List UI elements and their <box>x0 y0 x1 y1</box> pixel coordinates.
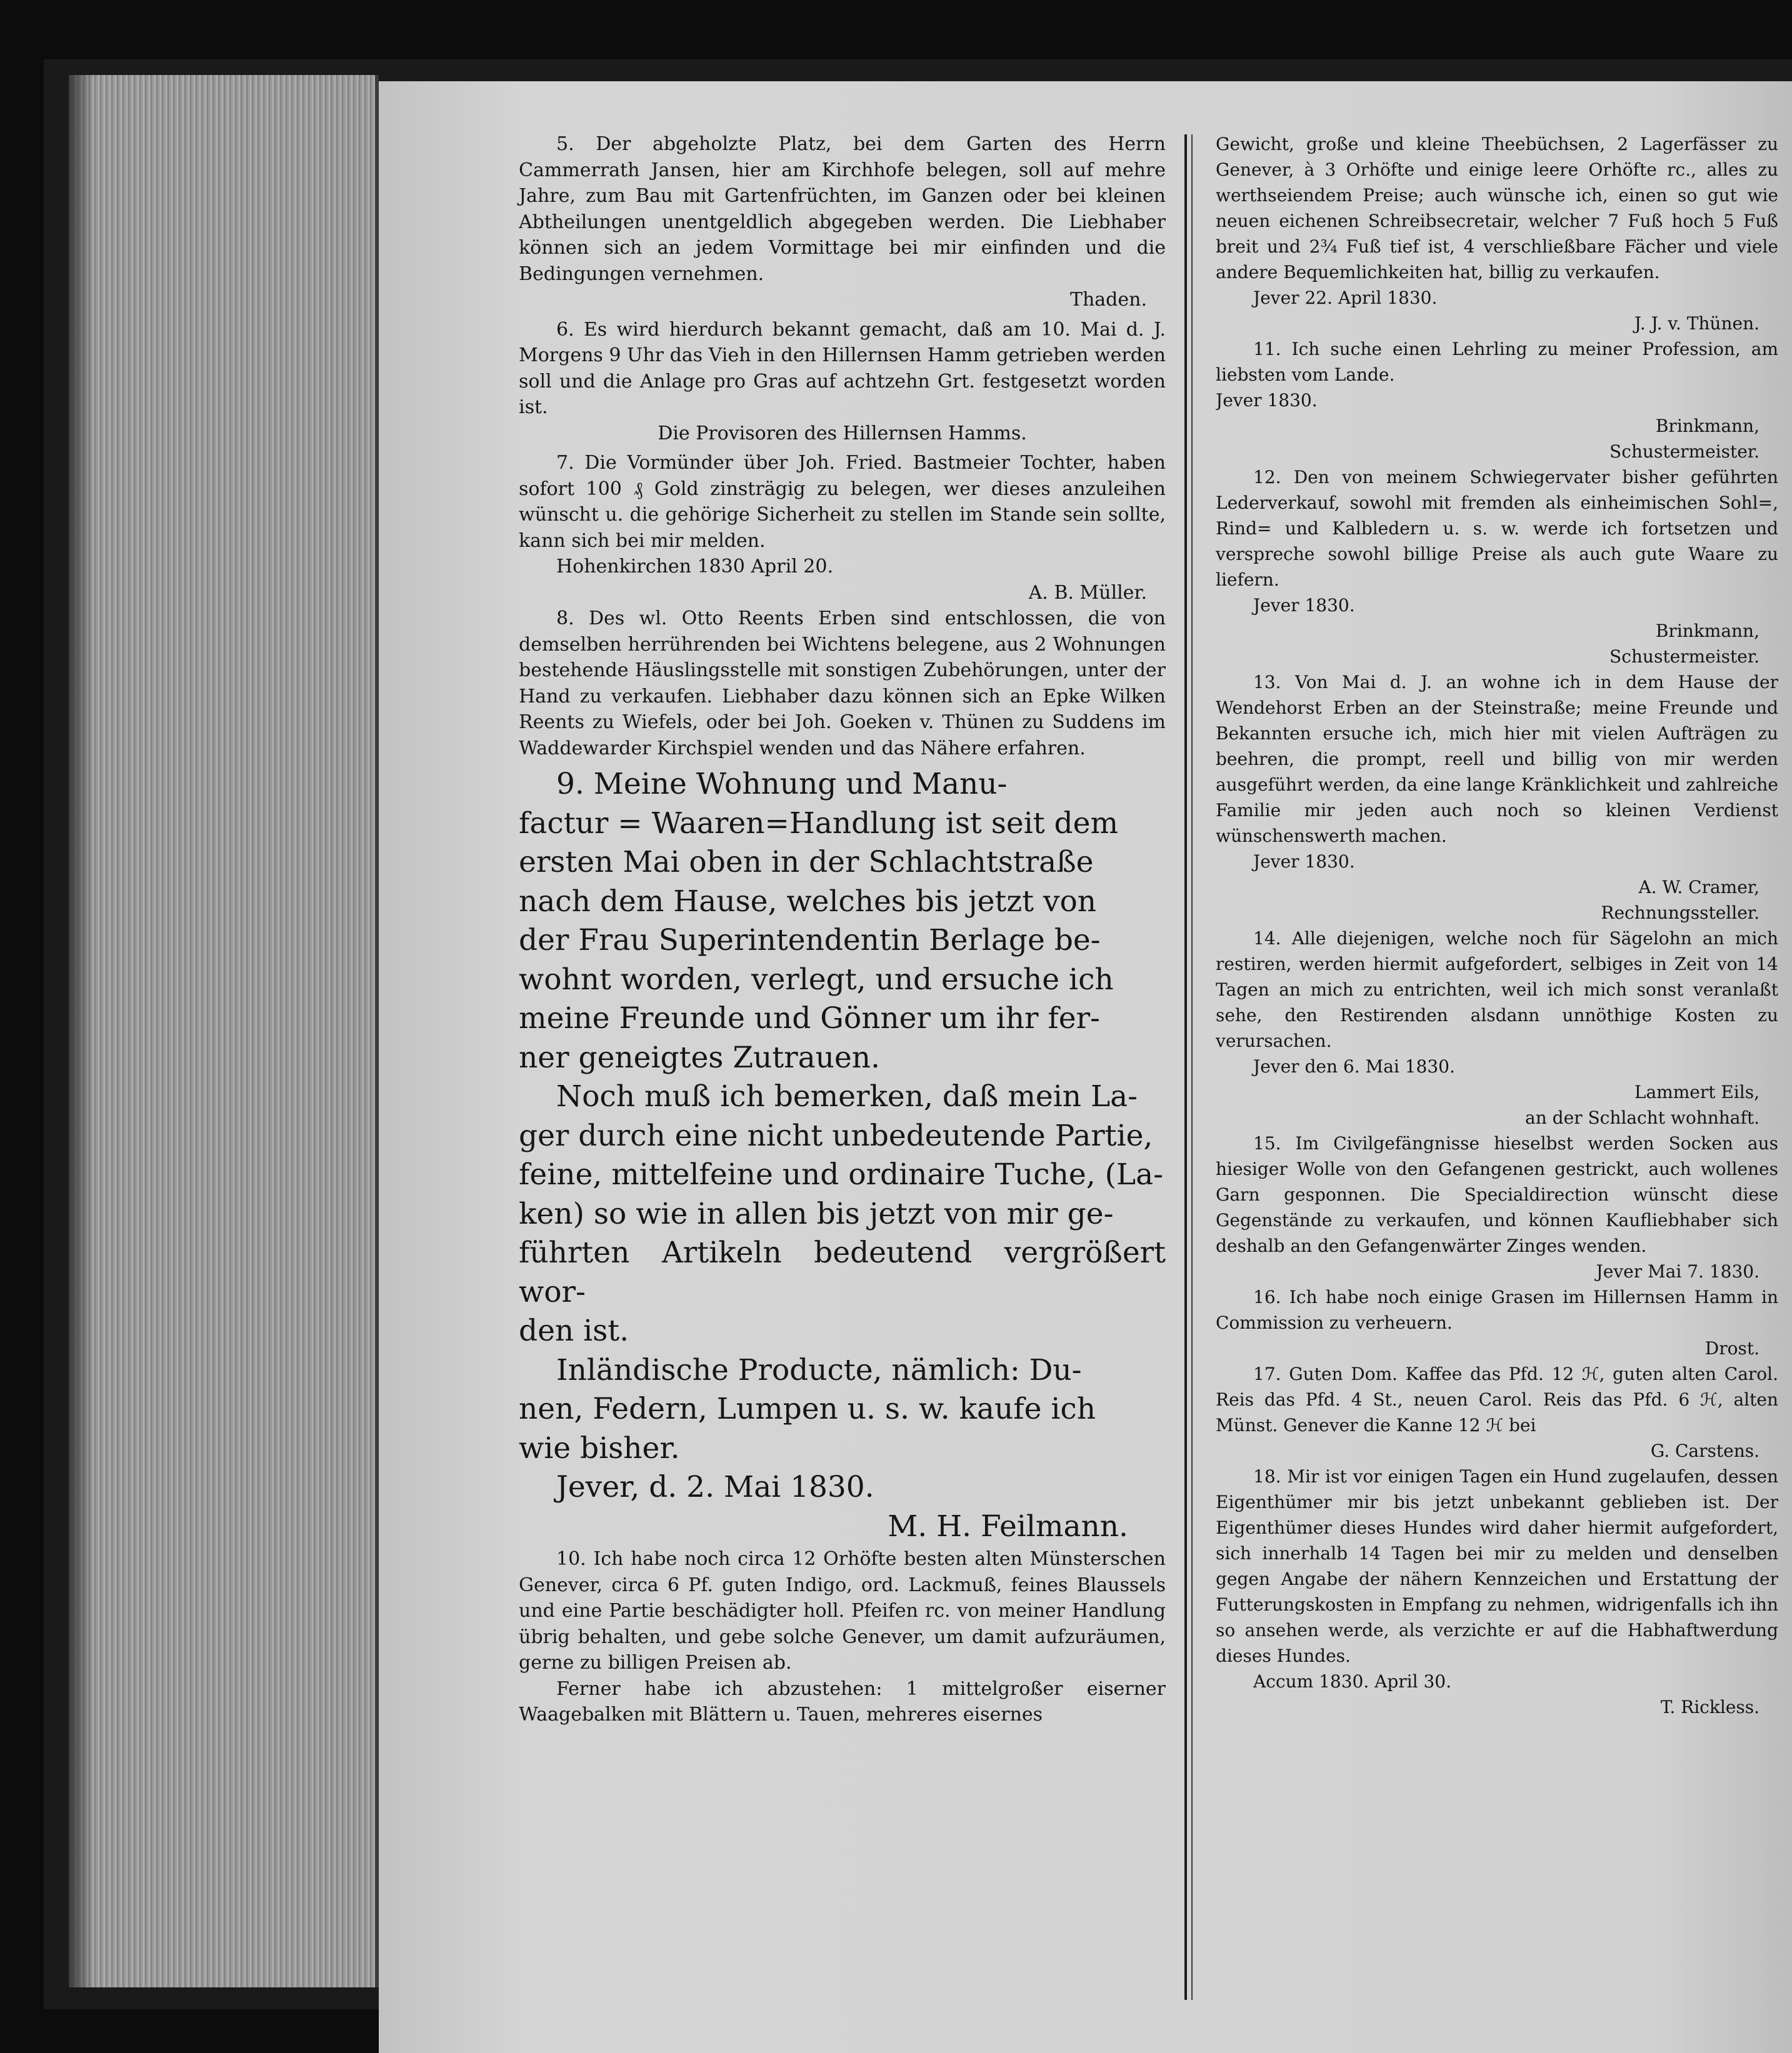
notice-9-line: wohnt worden, verlegt, und ersuche ich <box>519 962 1114 997</box>
notice-14-signature: Lammert Eils, <box>1634 1082 1759 1102</box>
notice-12: 12. Den von meinem Schwiegervater bisher geführten Lederverkauf, sowohl mit fremden als einheimischen Sohl=, Rind= und Kalbledern u. s. w. werde ich fortsetzen und verspreche sowohl billige Preise als auch gute Waare zu liefern. <box>1216 467 1778 590</box>
notice-11: 11. Ich suche einen Lehrling zu meiner Profession, am liebsten vom Lande. <box>1216 339 1778 385</box>
notice-9-line: nach dem Hause, welches bis jetzt von <box>519 884 1097 919</box>
notice-12-signature: Brinkmann, <box>1655 621 1759 641</box>
notice-14-signature-title: an der Schlacht wohnhaft. <box>1525 1107 1759 1128</box>
notice-9-line: der Frau Superintendentin Berlage be- <box>519 923 1101 957</box>
notice-9-line: feine, mittelfeine und ordinaire Tuche, (La- <box>519 1157 1164 1192</box>
column-divider-inner <box>1191 134 1193 2000</box>
notice-9-line: Inländische Producte, nämlich: Du- <box>556 1352 1082 1387</box>
notice-16-signature: Drost. <box>1704 1338 1759 1359</box>
notice-8: 8. Des wl. Otto Reents Erben sind entschlossen, die von demselben herrührenden bei Wichtens belegene, aus 2 Wohnungen bestehende Häuslingsstelle mit sonstigen Zubehörungen, unter der Hand zu verkaufen. Liebhaber dazu können sich an Epke Wilken Reents zu Wiefels, oder bei Joh. Goeken v. Thünen zu Suddens im Waddewarder Kirchspiel wenden und das Nähere erfahren. <box>519 607 1166 759</box>
notice-18-place-date: Accum 1830. April 30. <box>1253 1671 1451 1692</box>
notice-13: 13. Von Mai d. J. an wohne ich in dem Hause der Wendehorst Erben an der Steinstraße; meine Freunde und Bekannten ersuche ich, mich hier mit vielen Aufträgen zu beehren, die prompt, reell und billig von mir werden ausgeführt werden, da eine lange Kränklichkeit und zahlreiche Familie mir jeden auch noch so kleinen Verdienst wünschenswerth machen. <box>1216 672 1778 846</box>
notice-10-continued: Ferner habe ich abzustehen: 1 mittelgroßer eiserner Waagebalken mit Blättern u. Tauen, mehreres eisernes <box>519 1677 1166 1726</box>
notice-9-line: factur = Waaren=Handlung ist seit dem <box>519 806 1119 841</box>
notice-7: 7. Die Vormünder über Joh. Fried. Bastmeier Tochter, haben sofort 100 ₰ Gold zinsträgig zu belegen, wer dieses anzuleihen wünscht u. die gehörige Sicherheit zu stellen im Stande sein sollte, kann sich bei mir melden. <box>519 452 1166 552</box>
notice-16: 16. Ich habe noch einige Grasen im Hillernsen Hamm in Commission zu verheuern. <box>1216 1287 1778 1333</box>
notice-9-line: den ist. <box>519 1314 629 1348</box>
notice-11-signature: Brinkmann, <box>1655 416 1759 436</box>
notice-18-signature: T. Rickless. <box>1660 1697 1759 1717</box>
notice-13-signature: A. W. Cramer, <box>1638 877 1759 897</box>
notice-12-place-date: Jever 1830. <box>1253 595 1355 616</box>
notice-9-line: Noch muß ich bemerken, daß mein La- <box>556 1079 1138 1114</box>
notice-9-line: ner geneigtes Zutrauen. <box>519 1040 880 1075</box>
notice-17-signature: G. Carstens. <box>1650 1441 1759 1461</box>
notice-10-place-date: Jever 22. April 1830. <box>1253 287 1438 308</box>
notice-9-line: nen, Federn, Lumpen u. s. w. kaufe ich <box>519 1392 1096 1426</box>
page-edges <box>69 75 379 1987</box>
notice-10: 10. Ich habe noch circa 12 Orhöfte besten alten Münsterschen Genever, circa 6 Pf. guten Indigo, ord. Lackmuß, feines Blaussels und eine Partie beschädigter holl. Pfeifen rc. von meiner Handlung übrig behalten, und gebe solche Genever, um damit aufzuräumen, gerne zu billigen Preisen ab. <box>519 1548 1166 1674</box>
left-column <box>519 131 1166 1728</box>
page-edge-shadow <box>69 75 94 1987</box>
notice-11-signature-title: Schustermeister. <box>1609 441 1759 462</box>
notice-9-line: ersten Mai oben in der Schlachtstraße <box>519 845 1094 879</box>
notice-5: 5. Der abgeholzte Platz, bei dem Garten des Herrn Cammerrath Jansen, hier am Kirchhofe belegen, soll auf mehre Jahre, zum Bau mit Gartenfrüchten, im Ganzen oder bei kleinen Abtheilungen unentgeldlich abgegeben werden. Die Liebhaber können sich an jedem Vormittage bei mir einfinden und die Bedingungen vernehmen. <box>519 133 1166 285</box>
notice-10-continuation: Gewicht, große und kleine Theebüchsen, 2 Lagerfässer zu Genever, à 3 Orhöfte und einige leere Orhöfte rc., alles zu werthseiendem Preise; auch wünsche ich, einen so gut wie neuen eichenen Schreibsecretair, welcher 7 Fuß hoch 5 Fuß breit und 2¾ Fuß tief ist, 4 verschließbare Fächer und viele andere Bequemlichkeiten hat, billig zu verkaufen. <box>1216 134 1778 282</box>
notice-6: 6. Es wird hierdurch bekannt gemacht, daß am 10. Mai d. J. Morgens 9 Uhr das Vieh in den Hillernsen Hamm getrieben werden soll und die Anlage pro Gras auf achtzehn Grt. festgesetzt worden ist. <box>519 318 1166 418</box>
notice-9-line: wie bisher. <box>519 1431 680 1466</box>
notice-7-place-date: Hohenkirchen 1830 April 20. <box>556 556 833 577</box>
notice-9-signature: M. H. Feilmann. <box>888 1509 1128 1544</box>
notice-5-signature: Thaden. <box>1069 289 1147 311</box>
notice-9-place-date: Jever, d. 2. Mai 1830. <box>556 1470 874 1504</box>
notice-15-place-date: Jever Mai 7. 1830. <box>1596 1261 1759 1282</box>
notice-13-signature-title: Rechnungssteller. <box>1601 902 1759 923</box>
notice-18: 18. Mir ist vor einigen Tagen ein Hund zugelaufen, dessen Eigenthümer mir bis jetzt unbekannt geblieben ist. Der Eigenthümer dieses Hundes wird daher hiermit aufgefordert, sich innerhalb 14 Tagen bei mir zu melden und denselben gegen Angabe der nähern Kennzeichen und Erstattung der Futterungskosten in Empfang zu nehmen, widrigenfalls ich ihn so ansehen werde, als verzichte er auf die Habhaftwerdung dieses Hundes. <box>1216 1466 1778 1666</box>
notice-10-signature: J. J. v. Thünen. <box>1634 313 1759 334</box>
notice-9-line: ger durch eine nicht unbedeutende Partie, <box>519 1118 1153 1153</box>
notice-15: 15. Im Civilgefängnisse hieselbst werden Socken aus hiesiger Wolle von den Gefangenen gestrickt, auch wollenes Garn gesponnen. Die Specialdirection wünscht diese Gegenstände zu verkaufen, und können Kaufliebhaber sich deshalb an den Gefangenwärter Zinges wenden. <box>1216 1133 1778 1256</box>
column-divider <box>1184 134 1187 2000</box>
notice-14: 14. Alle diejenigen, welche noch für Sägelohn an mich restiren, werden hiermit aufgefordert, selbiges in Zeit von 14 Tagen an mich zu entrichten, weil ich mich sonst veranlaßt sehe, den Restirenden alsdann unnöthige Kosten zu verursachen. <box>1216 928 1778 1051</box>
notice-12-signature-title: Schustermeister. <box>1609 646 1759 667</box>
notice-13-place-date: Jever 1830. <box>1253 851 1355 872</box>
notice-9-line: ken) so wie in allen bis jetzt von mir ge- <box>519 1196 1114 1231</box>
notice-6-signature: Die Provisoren des Hillernsen Hamms. <box>658 422 1027 444</box>
notice-7-signature: A. B. Müller. <box>1028 581 1147 604</box>
notice-9-line: meine Freunde und Gönner um ihr fer- <box>519 1001 1100 1036</box>
right-column <box>1216 131 1778 1720</box>
notice-9-line: führten Artikeln bedeutend vergrößert wor- <box>519 1236 1166 1309</box>
notice-17: 17. Guten Dom. Kaffee das Pfd. 12 ℋ, guten alten Carol. Reis das Pfd. 4 St., neuen Carol. Reis das Pfd. 6 ℋ, alten Münst. Genever die Kanne 12 ℋ bei <box>1216 1364 1778 1436</box>
notice-11-place-date: Jever 1830. <box>1216 390 1318 411</box>
notice-9-line: 9. Meine Wohnung und Manu- <box>556 767 1008 801</box>
notice-14-place-date: Jever den 6. Mai 1830. <box>1253 1056 1455 1077</box>
notice-9 <box>519 765 1166 1546</box>
